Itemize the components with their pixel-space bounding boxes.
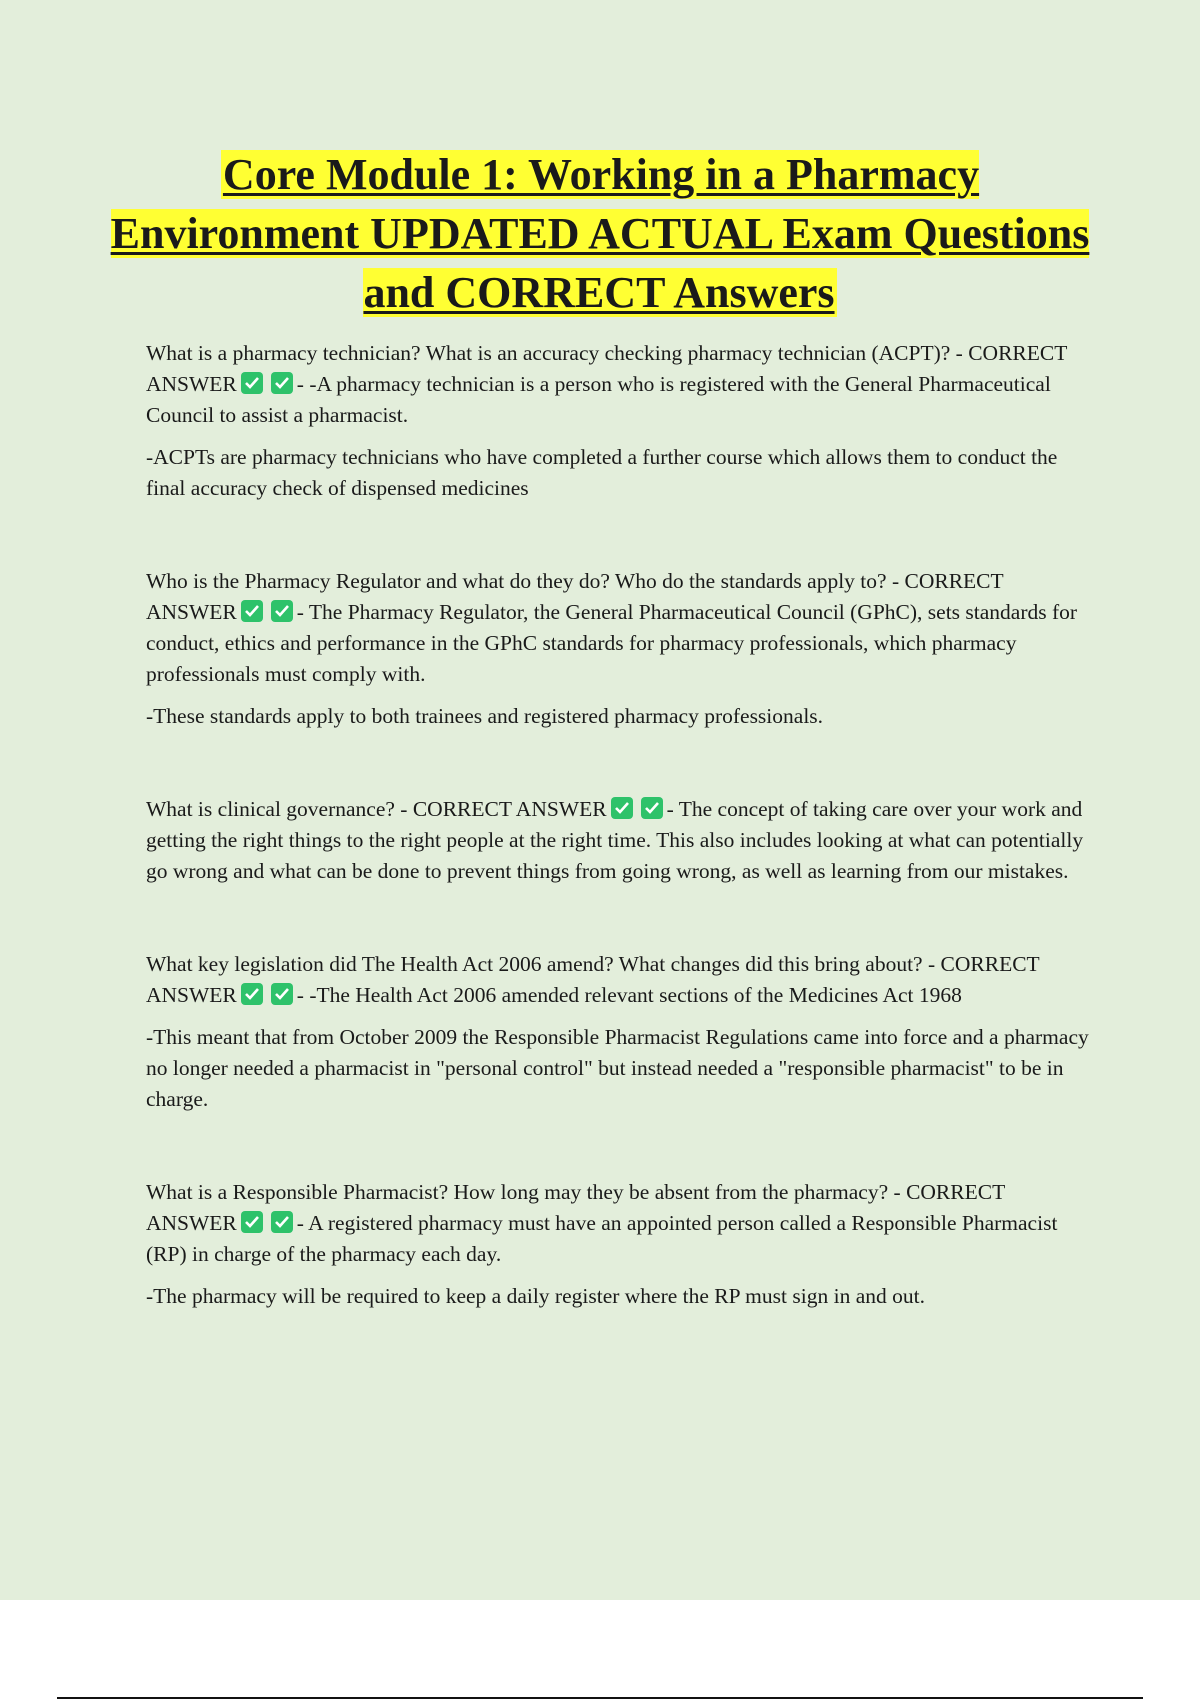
question-text: Who is the Pharmacy Regulator and what do they do? Who do the standards apply to? -	[146, 569, 900, 593]
answer-extra-text: -This meant that from October 2009 the Responsible Pharmacist Regulations came into force and a pharmacy no longer needed a pharmacist in "personal control" but instead needed a "responsible pharmacist" to be in charge.	[146, 1025, 1089, 1111]
check-mark-icon	[271, 372, 293, 394]
document-title-text: Core Module 1: Working in a Pharmacy Environment UPDATED ACTUAL Exam Questions and CORRECT Answers	[110, 150, 1090, 317]
qa-item	[146, 949, 1096, 1115]
qa-item	[146, 794, 1096, 887]
correct-answer-label: CORRECT ANSWER	[146, 1180, 1005, 1235]
qa-question-answer	[146, 1177, 1096, 1270]
qa-item	[146, 566, 1096, 732]
qa-item	[146, 338, 1096, 504]
answer-text: - -The Health Act 2006 amended relevant sections of the Medicines Act 1968	[296, 983, 962, 1007]
document-title	[100, 145, 1100, 322]
check-mark-icon	[641, 797, 663, 819]
check-mark-icon	[241, 600, 263, 622]
check-mark-icon	[271, 600, 293, 622]
check-mark-icon	[611, 797, 633, 819]
qa-question-answer	[146, 566, 1096, 690]
question-text: What is clinical governance? -	[146, 797, 408, 821]
check-mark-icon	[241, 372, 263, 394]
check-mark-icon	[241, 983, 263, 1005]
answer-text: - A registered pharmacy must have an appointed person called a Responsible Pharmacist (RP) in charge of the pharmacy each day.	[146, 1211, 1058, 1266]
answer-extra-text: -The pharmacy will be required to keep a daily register where the RP must sign in and out.	[146, 1284, 925, 1308]
qa-list	[146, 338, 1096, 1323]
answer-extra-text: -ACPTs are pharmacy technicians who have completed a further course which allows them to conduct the final accuracy check of dispensed medicines	[146, 445, 1058, 500]
page-bottom-divider	[57, 1697, 1143, 1699]
correct-answer-label: CORRECT ANSWER	[146, 569, 1004, 624]
check-mark-icon	[271, 1211, 293, 1233]
qa-question-answer	[146, 794, 1096, 887]
question-text: What key legislation did The Health Act 2006 amend? What changes did this bring about? -	[146, 952, 936, 976]
answer-extra-text: -These standards apply to both trainees and registered pharmacy professionals.	[146, 704, 824, 728]
answer-text: - -A pharmacy technician is a person who is registered with the General Pharmaceutical Council to assist a pharmacist.	[146, 372, 1051, 427]
check-mark-icon	[241, 1211, 263, 1233]
answer-text: - The concept of taking care over your work and getting the right things to the right people at the right time. This also includes looking at what can potentially go wrong and what can be done to prevent things from going wrong, as well as learning from our mistakes.	[146, 797, 1084, 883]
check-mark-icon	[271, 983, 293, 1005]
qa-question-answer	[146, 338, 1096, 431]
correct-answer-label: CORRECT ANSWER	[146, 952, 1040, 1007]
qa-item	[146, 1177, 1096, 1312]
answer-text: - The Pharmacy Regulator, the General Pharmaceutical Council (GPhC), sets standards for conduct, ethics and performance in the GPhC standards for pharmacy professionals, which pharmacy professionals must comply with.	[146, 600, 1078, 686]
correct-answer-label: CORRECT ANSWER	[146, 341, 1067, 396]
question-text: What is a Responsible Pharmacist? How long may they be absent from the pharmacy? -	[146, 1180, 901, 1204]
qa-question-answer	[146, 949, 1096, 1011]
question-text: What is a pharmacy technician? What is an accuracy checking pharmacy technician (ACPT)? -	[146, 341, 963, 365]
correct-answer-label: CORRECT ANSWER	[412, 797, 607, 821]
